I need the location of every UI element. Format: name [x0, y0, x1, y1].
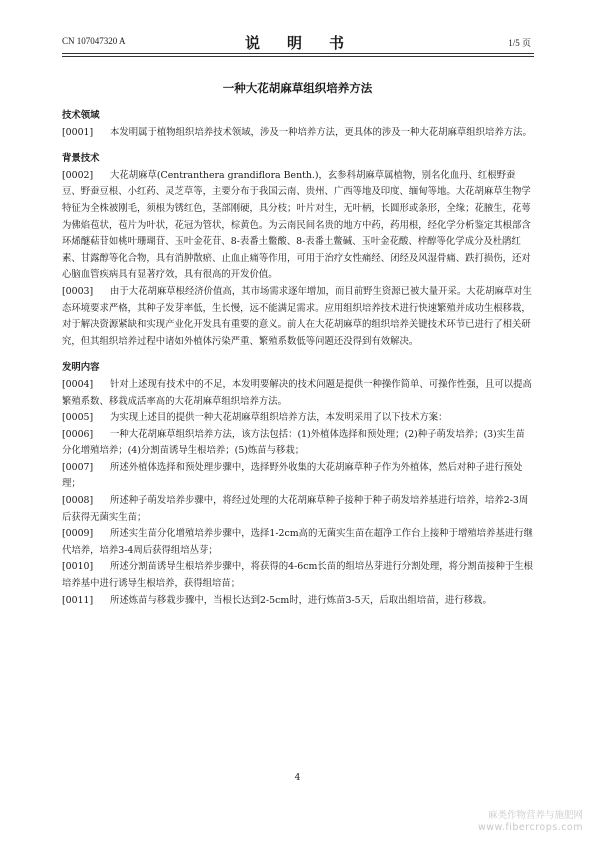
paragraph	[62, 284, 534, 350]
paragraph-text: 所述炼苗与移栽步骤中，当根长达到2-5cm时，进行炼苗3-5天，后取出组培苗，进行移栽。	[110, 594, 492, 606]
paragraph	[62, 460, 534, 493]
paragraph-text: 由于大花胡麻草根经济价值高，其市场需求逐年增加，而目前野生资源已被大量开采。大花胡麻草对生态环境要求严格，其种子发芽率低，生长慢，远不能满足需求。应用组织培养技术进行快速繁殖并成功生根移栽，对于解决资源紧缺和实现产业化开发具有重要的意义。前人在大花胡麻草的组织培养关键技术环节已进行了相关研究，但其组织培养过程中诸如外植体污染严重、繁殖系数低等问题还没得到有效解决。	[62, 285, 532, 347]
paragraph	[62, 559, 534, 592]
paragraph-number: [0010]	[62, 561, 94, 573]
paragraph-text: 所述外植体选择和预处理步骤中，选择野外收集的大花胡麻草种子作为外植体，然后对种子进行预处理；	[62, 461, 523, 490]
document-type: 说 明 书	[244, 34, 350, 52]
watermark-line-1: 麻类作物营养与施肥网	[487, 810, 583, 821]
paragraph	[62, 410, 534, 427]
section-heading: 背景技术	[62, 153, 100, 165]
paragraph-number: [0005]	[62, 412, 94, 424]
paragraph-number: [0001]	[62, 126, 94, 138]
paragraph	[62, 125, 534, 142]
paragraph-text: 所述种子萌发培养步骤中，将经过处理的大花胡麻草种子接种于种子萌发培养基进行培养，培养2-3周后获得无菌实生苗；	[62, 495, 529, 523]
paragraph-number: [0004]	[62, 378, 94, 390]
paragraph	[62, 493, 534, 526]
paragraph-text: 大花胡麻草(Centranthera grandiflora Benth.)，玄参科胡麻草属植物，别名化血丹、红根野蚕豆、野蚕豆根、小红药、灵芝草等，主要分布于我国云南、贵州、广西等地及印度、缅甸等地。大花胡麻草生物学特征为全株被刚毛，须根为锈红色，茎部刚硬，具分枝；叶片对生，无叶柄，长圆形或条形，全缘；花腋生，花萼为佛焰苞状，苞片为叶状，花冠为管状，棕黄色。为云南民间名贵的地方中药，药用根，经化学分析鉴定其根部含环烯醚萜苷如桃叶珊瑚苷、玉叶金花苷、8-表番土鳖酸、8-表番土鳖碱、玉叶金花酸、梓醇等化学成分及杜鹃红素、甘露醇等化合物，具有消肿散瘀、止血止痛等作用，可用于治疗女性痛经、闭经及风湿骨痛、跌打损伤，还对心脑血管疾病具有显著疗效，具有很高的开发价值。	[62, 169, 531, 281]
paragraph	[62, 168, 534, 284]
paragraph	[62, 427, 534, 460]
watermark	[478, 810, 583, 834]
header-rule-top	[62, 53, 534, 54]
paragraph-number: [0011]	[62, 594, 94, 606]
paragraph-number: [0007]	[62, 461, 94, 473]
section-heading: 发明内容	[62, 362, 100, 374]
paragraph	[62, 593, 534, 610]
document-body	[62, 108, 534, 609]
section-heading: 技术领域	[62, 110, 100, 121]
paragraph-text: 所述分割苗诱导生根培养步骤中，将获得的4-6cm长苗的组培丛芽进行分割处理，将分割苗接种于生根培养基中进行诱导生根培养，获得组培苗；	[62, 561, 533, 590]
page-indicator: 1/5 页	[508, 38, 531, 48]
paragraph	[62, 377, 534, 410]
paragraph-number: [0008]	[62, 495, 94, 507]
paragraph-text: 针对上述现有技术中的不足，本发明要解决的技术问题是提供一种操作简单、可操作性强，且可以提高繁殖系数、移栽成活率高的大花胡麻草组织培养方法。	[62, 378, 532, 407]
paragraph-text: 本发明属于植物组织培养技术领域，涉及一种培养方法，更具体的涉及一种大花胡麻草组织培养方法。	[110, 126, 532, 138]
document-title: 一种大花胡麻草组织培养方法	[222, 81, 373, 95]
paragraph-number: [0003]	[62, 285, 94, 297]
header-rule-bottom	[62, 56, 534, 57]
paragraph-text: 一种大花胡麻草组织培养方法，该方法包括：(1)外植体选择和预处理；(2)种子萌发培养；(3)实生苗分化增殖培养；(4)分割苗诱导生根培养；(5)炼苗与移栽；	[62, 428, 525, 457]
paragraph-text: 所述实生苗分化增殖培养步骤中，选择1-2cm高的无菌实生苗在超净工作台上接种于增殖培养基进行继代培养，培养3-4周后获得组培丛芽；	[62, 528, 533, 556]
paragraph-number: [0006]	[62, 428, 94, 440]
patent-number: CN 107047320 A	[62, 36, 126, 46]
page-number: 4	[294, 773, 301, 783]
paragraph	[62, 526, 534, 559]
paragraph-number: [0009]	[62, 528, 94, 540]
paragraph-number: [0002]	[62, 169, 94, 181]
watermark-line-2: www.fibercrops.com	[477, 822, 583, 833]
paragraph-text: 为实现上述目的提供一种大花胡麻草组织培养方法，本发明采用了以下技术方案：	[110, 412, 448, 424]
